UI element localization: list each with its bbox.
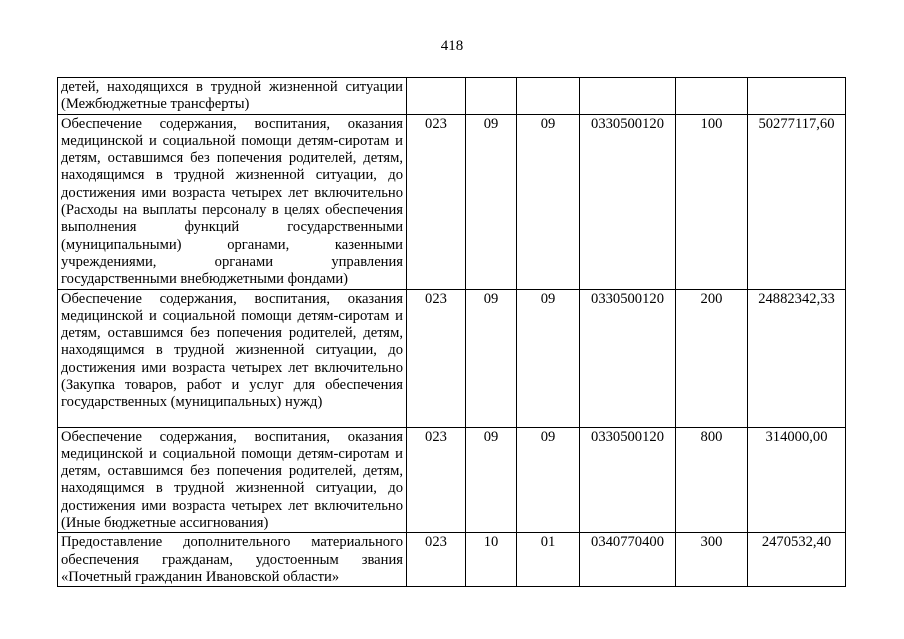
table-row [58, 114, 846, 289]
description-cell: Обеспечение содержания, воспитания, оказания медицинской и социальной помощи детям-сиротам и детям, оставшимся без попечения родителей, детям, находящимся в трудной жизненной ситуации, до достижения ими возраста четырех лет включительно (Закупка товаров, работ и услуг для обеспечения государственных (муниципальных) нужд) [58, 289, 407, 427]
table-row [58, 78, 846, 115]
table-row [58, 289, 846, 427]
amount-cell: 314000,00 [748, 427, 846, 533]
section-cell: 09 [466, 289, 517, 427]
subsection-cell [517, 78, 580, 115]
table-row [58, 427, 846, 533]
budget-table [57, 77, 846, 587]
expense-type-cell [676, 78, 748, 115]
section-cell: 10 [466, 533, 517, 587]
section-cell [466, 78, 517, 115]
section-cell: 09 [466, 427, 517, 533]
expense-type-cell: 200 [676, 289, 748, 427]
admin-code-cell: 023 [407, 533, 466, 587]
target-article-cell: 0330500120 [580, 114, 676, 289]
section-cell: 09 [466, 114, 517, 289]
amount-cell: 24882342,33 [748, 289, 846, 427]
target-article-cell: 0330500120 [580, 289, 676, 427]
subsection-cell: 09 [517, 114, 580, 289]
description-cell: детей, находящихся в трудной жизненной ситуации (Межбюджетные трансферты) [58, 78, 407, 115]
subsection-cell: 09 [517, 289, 580, 427]
admin-code-cell: 023 [407, 427, 466, 533]
amount-cell: 50277117,60 [748, 114, 846, 289]
target-article-cell: 0330500120 [580, 427, 676, 533]
admin-code-cell [407, 78, 466, 115]
page-number: 418 [440, 38, 464, 54]
description-cell: Обеспечение содержания, воспитания, оказания медицинской и социальной помощи детям-сиротам и детям, оставшимся без попечения родителей, детям, находящимся в трудной жизненной ситуации, до достижения ими возраста четырех лет включительно (Расходы на выплаты персоналу в целях обеспечения выполнения функций государственными (муниципальными) органами, казенными учреждениями, органами управления государственными внебюджетными фондами) [58, 114, 407, 289]
description-cell: Предоставление дополнительного материального обеспечения гражданам, удостоенным звания «Почетный гражданин Ивановской области» [58, 533, 407, 587]
description-cell: Обеспечение содержания, воспитания, оказания медицинской и социальной помощи детям-сиротам и детям, оставшимся без попечения родителей, детям, находящимся в трудной жизненной ситуации, до достижения ими возраста четырех лет включительно (Иные бюджетные ассигнования) [58, 427, 407, 533]
expense-type-cell: 300 [676, 533, 748, 587]
admin-code-cell: 023 [407, 114, 466, 289]
target-article-cell [580, 78, 676, 115]
table-row [58, 533, 846, 587]
admin-code-cell: 023 [407, 289, 466, 427]
amount-cell: 2470532,40 [748, 533, 846, 587]
subsection-cell: 09 [517, 427, 580, 533]
expense-type-cell: 100 [676, 114, 748, 289]
target-article-cell: 0340770400 [580, 533, 676, 587]
expense-type-cell: 800 [676, 427, 748, 533]
subsection-cell: 01 [517, 533, 580, 587]
amount-cell [748, 78, 846, 115]
